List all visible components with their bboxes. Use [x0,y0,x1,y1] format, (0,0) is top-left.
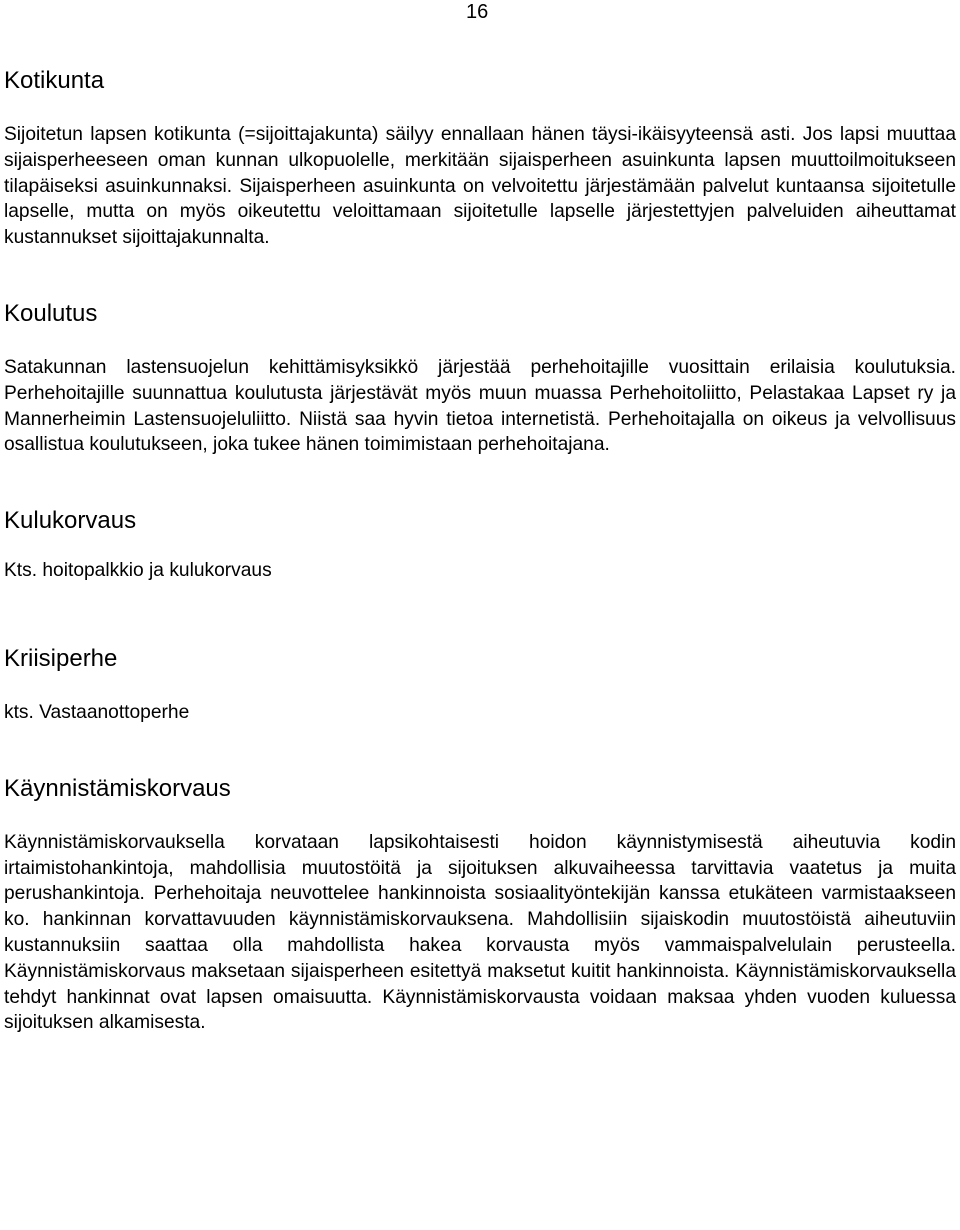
section-kotikunta [4,66,956,251]
page-number: 16 [466,1,489,23]
section-kriisiperhe [4,644,956,726]
section-heading: Kotikunta [4,67,105,94]
document-body [4,66,956,1036]
section-koulutus [4,299,956,458]
section-paragraph: Kts. hoitopalkkio ja kulukorvaus [4,560,272,582]
section-heading: Käynnistämiskorvaus [4,774,231,802]
section-heading: Koulutus [4,299,98,327]
section-kulukorvaus [4,506,956,584]
section-paragraph: Sijoitetun lapsen kotikunta (=sijoittajakunta) säilyy ennallaan hänen täysi-ikäisyyteensä asti. Jos lapsi muuttaa sijaisperheeseen oman kunnan ulkopuolelle, merkitään sijaisperheen asuinkunta lapsen muuttoilmoitukseen tilapäiseksi asuinkunnaksi. Sijaisperheen asuinkunta on velvoitettu järjestämään palvelut kuntaansa sijoitetulle lapselle, mutta on myös oikeutettu veloittamaan sijoitetulle lapselle järjestettyjen palveluiden aiheuttamat kustannukset sijoittajakunnalta. [4,124,956,249]
section-paragraph: kts. Vastaanottoperhe [4,701,190,723]
section-kaynnistamiskorvaus [4,774,956,1036]
section-paragraph: Satakunnan lastensuojelun kehittämisyksikkö järjestää perhehoitajille vuosittain erilaisia koulutuksia. Perhehoitajille suunnattua koulutusta järjestävät myös muun muassa Perhehoitoliitto, Pelastakaa Lapset ry ja Mannerheimin Lastensuojeluliitto. Niistä saa hyvin tietoa internetistä. Perhehoitajalla on oikeus ja velvollisuus osallistua koulutukseen, joka tukee hänen toimimistaan perhehoitajana. [4,356,956,456]
section-heading: Kulukorvaus [4,507,137,535]
section-heading: Kriisiperhe [4,644,118,672]
section-paragraph: Käynnistämiskorvauksella korvataan lapsikohtaisesti hoidon käynnistymisestä aiheutuvia kodin irtaimistohankintoja, mahdollisia muutostöitä ja sijoituksen alkuvaiheessa tarvittavia vaatetus ja muita perushankintoja. Perhehoitaja neuvottelee hankinnoista sosiaalityöntekijän kanssa etukäteen varmistaakseen ko. hankinnan korvattavuuden käynnistämiskorvauksena. Mahdollisiin sijaiskodin muutostöistä aiheutuviin kustannuksiin saattaa olla mahdollista hakea korvausta myös vammaispalvelulain perusteella. Käynnistämiskorvaus maksetaan sijaisperheen esitettyä maksetut kuitit hankinnoista. Käynnistämiskorvauksella tehdyt hankinnat ovat lapsen omaisuutta. Käynnistämiskorvausta voidaan maksaa yhden vuoden kuluessa sijoituksen alkamisesta. [4,831,956,1034]
